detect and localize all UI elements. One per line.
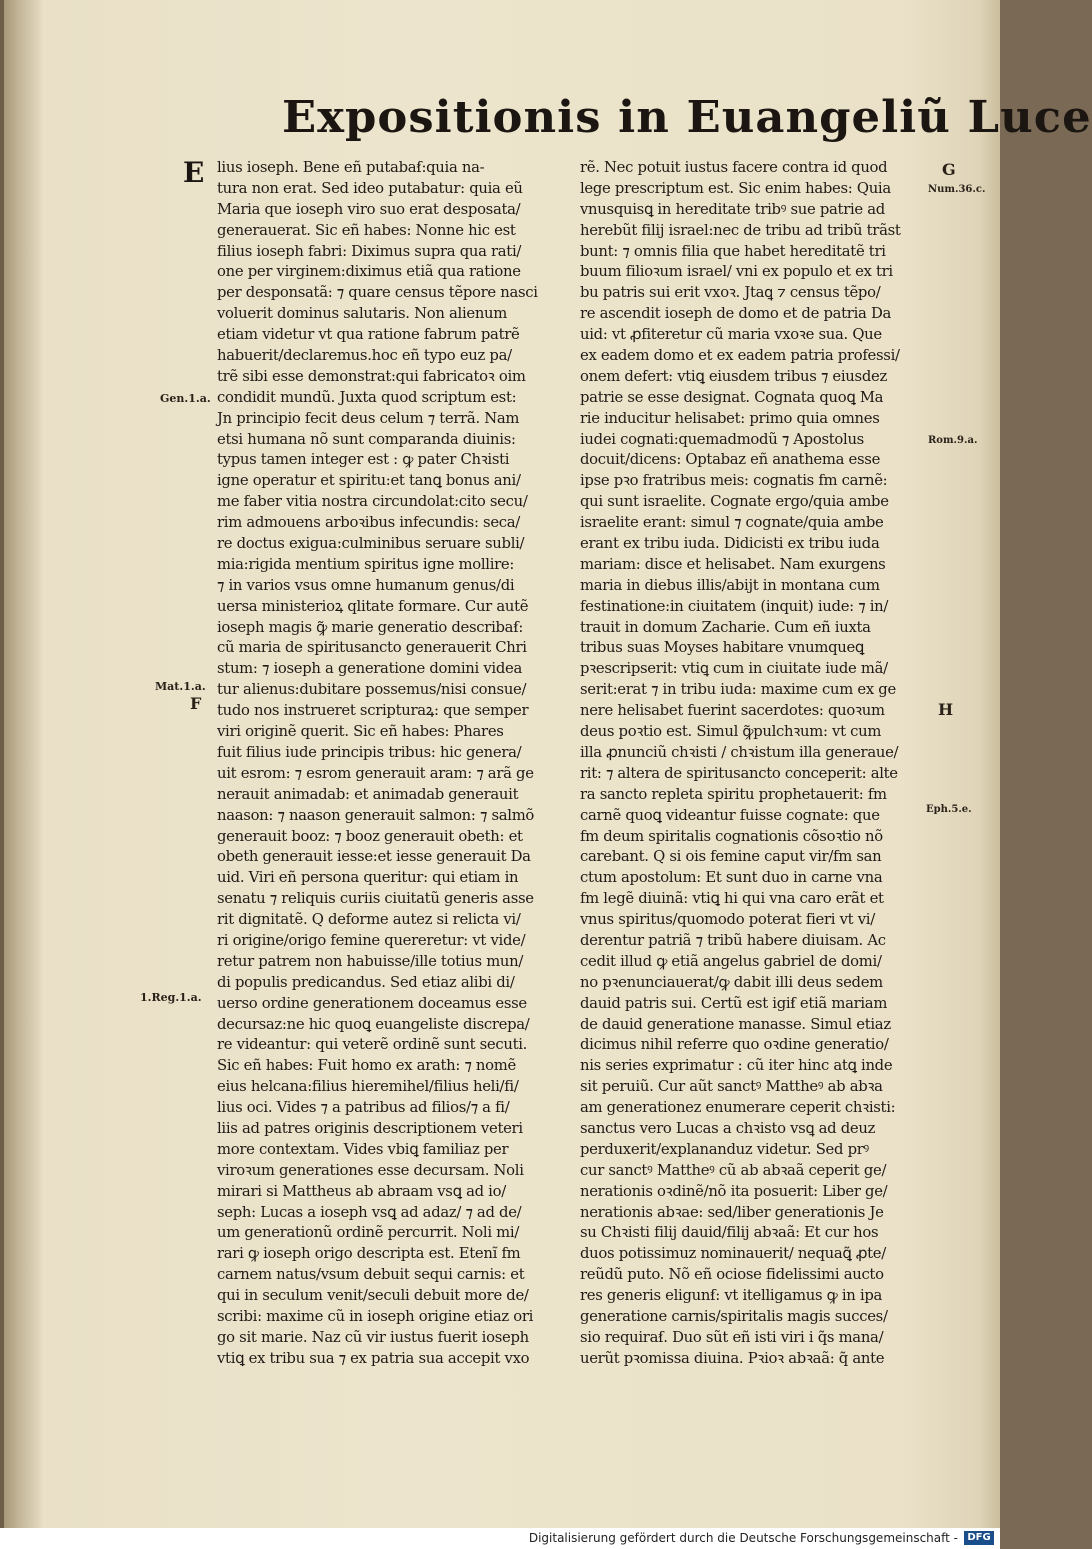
right-column-line: res generis eligunẜ: vt itelligamus ꝙ in ipa	[580, 1287, 883, 1305]
left-column-line: vtiꝗ ex tribu sua ⁊ ex patria sua accepit vxo	[217, 1349, 530, 1367]
margin-note-reg: 1.Reg.1.a.	[140, 991, 202, 1004]
right-column-line: reũdũ puto. Nõ eñ ociose fidelissimi aucto	[580, 1266, 884, 1284]
margin-letter-g: G	[942, 160, 956, 179]
right-column-line: generatione carnis/spiritalis magis succes/	[580, 1307, 888, 1325]
right-column-line: serit:erat ⁊ in tribu iuda: maxime cum ex ge	[580, 681, 896, 699]
right-column-line: trauit in domum Zacharie. Cum eñ iuxta	[580, 618, 871, 636]
left-column-line: viri originẽ querit. Sic eñ habes: Phares	[217, 723, 504, 741]
right-column-line: derentur patriã ⁊ tribũ habere diuisam. Ac	[580, 931, 886, 949]
left-column-line: etiam videtur vt qua ratione fabrum patrẽ	[217, 326, 520, 344]
right-column-line: cedit illud ꝙ etiã angelus gabriel de domi/	[580, 952, 882, 970]
right-column-line: vnus spiritus/quomodo poterat fieri vt vi/	[580, 911, 875, 929]
page-header: Expositionis in Euangeliũ Luce	[282, 92, 1092, 143]
left-column-line: decursaz:ne hic quoꝗ euangeliste discrepa/	[217, 1015, 530, 1033]
margin-letter-h: H	[938, 700, 954, 719]
right-column-line: buum filioꝛum israel/ vni ex populo et ex tri	[580, 263, 893, 281]
margin-note-num: Num.36.c.	[928, 184, 986, 195]
right-column-line: tribus suas Moyses habitare vnumqueꝗ	[580, 639, 865, 657]
left-column-line: generauerat. Sic eñ habes: Nonne hic est	[217, 221, 516, 239]
right-column-line: fm legẽ diuinã: vtiꝗ hi qui vna caro erãt et	[580, 890, 884, 908]
left-column-line: igne operatur et spiritu:et tanꝗ bonus ani/	[217, 472, 521, 490]
left-column-line: tur alienus:dubitare possemus/nisi consue/	[217, 681, 527, 699]
left-column-line: uersa ministerioꝝ qlitate formare. Cur autẽ	[217, 597, 529, 615]
margin-note-mat: Mat.1.a.	[155, 680, 206, 693]
right-column-line: maria in diebus illis/abijt in montana cum	[580, 576, 880, 594]
right-column-line: herebũt filij israel:nec de tribu ad tribũ trãst	[580, 221, 901, 239]
right-text-column	[580, 158, 924, 1370]
left-column-line: di populis predicandus. Sed etiaz alibi di/	[217, 973, 515, 991]
right-column-line: rẽ. Nec potuit iustus facere contra id quod	[580, 159, 888, 176]
right-column-line: nere helisabet fuerint sacerdotes: quoꝛum	[580, 702, 885, 720]
right-column-line: docuit/dicens: Optabaz eñ anathema esse	[580, 451, 881, 469]
right-column-line: perduxerit/explananduz videtur. Sed prꝰ	[580, 1140, 869, 1158]
left-column-line: filius ioseph fabri: Diximus supra qua rati/	[217, 242, 522, 260]
right-column-line: duos potissimuz nominauerit/ nequaꝗ̃ ꝓte/	[580, 1245, 886, 1263]
left-column-line: eius helcana:filius hieremihel/filius heli/fi/	[217, 1078, 519, 1096]
right-column-line: patrie se esse designat. Cognata quoꝗ Ma	[580, 388, 884, 406]
left-column-line: habuerit/declaremus.hoc eñ typo euz pa/	[217, 347, 512, 365]
right-column-line: bunt: ⁊ omnis filia que habet hereditatẽ tri	[580, 242, 886, 260]
right-column-line: no pꝛenunciauerat/ꝙ dabit illi deus sedem	[580, 973, 883, 991]
right-column-line: carnẽ quoꝗ videantur fuisse cognate: que	[580, 806, 880, 824]
right-column-line: sio requiraẜ. Duo sũt eñ isti viri i q̃s mana/	[580, 1328, 884, 1346]
right-column-line: dauid patris sui. Certũ est igiẜ etiã mariam	[580, 994, 888, 1012]
left-column-line: obeth generauit iesse:et iesse generauit Da	[217, 848, 531, 866]
right-column-line: dicimus nihil referre quo oꝛdine generatio/	[580, 1036, 889, 1054]
left-column-line: re videantur: qui veterẽ ordinẽ sunt secuti.	[217, 1036, 528, 1054]
left-column-line: re doctus exigua:culminibus seruare subli/	[217, 535, 525, 553]
left-column-line: more contextam. Vides vbiꝗ familiaz per	[217, 1140, 509, 1158]
left-column-line: fuit filius iude principis tribus: hic genera/	[217, 743, 522, 761]
right-column-line: de dauid generatione manasse. Simul etiaz	[580, 1015, 891, 1033]
right-column-line: bu patris sui erit vxoꝛ. Jtaꝗ ⁊ census tẽpo/	[580, 284, 881, 302]
left-column-line: mia:rigida mentium spiritus igne mollire:	[217, 555, 515, 573]
right-column-line: sanctus vero Lucas a chꝛisto vsꝗ ad deuz	[580, 1119, 876, 1137]
right-column-line: rit: ⁊ altera de spiritusancto conceperit: alte	[580, 764, 898, 782]
left-column-line: Sic eñ habes: Fuit homo ex arath: ⁊ nomẽ	[217, 1057, 516, 1075]
left-column-line: viroꝛum generationes esse decursam. Noli	[217, 1161, 524, 1179]
left-column-line: lius oci. Vides ⁊ a patribus ad filios/⁊ a fi/	[217, 1099, 510, 1117]
left-column-line: retur patrem non habuisse/ille totius mun/	[217, 952, 524, 970]
left-column-line: seph: Lucas a ioseph vsꝗ ad adaz/ ⁊ ad de/	[217, 1203, 522, 1221]
right-column-line: festinatione:in ciuitatem (inquit) iude: ⁊ in/	[580, 597, 889, 615]
right-column-line: vnusquisꝗ in hereditate tribꝰ sue patrie ad	[580, 200, 885, 218]
left-column-line: carnem natus/vsum debuit sequi carnis: et	[217, 1266, 525, 1284]
left-column-line: rari ꝙ ioseph origo descripta est. Etenĩ fm	[217, 1245, 521, 1263]
left-column-line: typus tamen integer est : ꝙ pater Chꝛisti	[217, 451, 510, 469]
left-column-line: rit dignitatẽ. Q deforme autez si relicta vi/	[217, 911, 521, 929]
right-column-line: pꝛescripserit: vtiꝗ cum in ciuitate iude mã/	[580, 660, 888, 678]
left-column-line: naason: ⁊ naason generauit salmon: ⁊ salmõ	[217, 806, 535, 824]
dfg-logo: DFG	[964, 1531, 994, 1545]
left-column-line: tura non erat. Sed ideo putabatur: quia eũ	[217, 179, 523, 197]
left-column-line: uerso ordine generationem doceamus esse	[217, 994, 527, 1012]
right-column-line: nis series exprimatur : cũ iter hinc atꝗ inde	[580, 1057, 893, 1075]
right-column-line: iudei cognati:quemadmodũ ⁊ Apostolus	[580, 430, 864, 448]
right-column-line: lege prescriptum est. Sic enim habes: Quia	[580, 179, 891, 197]
left-column-line: cũ maria de spiritusancto generauerit Chri	[217, 639, 527, 657]
left-column-line: voluerit dominus salutaris. Non alienum	[217, 305, 508, 323]
left-column-line: scribi: maxime cũ in ioseph origine etiaz ori	[217, 1307, 534, 1325]
left-column-line: per desponsatã: ⁊ quare census tẽpore nasci	[217, 284, 538, 302]
left-column-line: liis ad patres originis descriptionem veteri	[217, 1119, 523, 1137]
left-column-line: one per virginem:diximus etiã qua ratione	[217, 263, 521, 281]
right-column-line: erant ex tribu iuda. Didicisti ex tribu iuda	[580, 535, 880, 553]
left-column-line: me faber vitia nostra circundolat:cito secu/	[217, 493, 528, 511]
left-column-line: generauit booz: ⁊ booz generauit obeth: et	[217, 827, 523, 845]
right-column-line: sit peruiũ. Cur aũt sanctꝰ Mattheꝰ ab abꝛa	[580, 1078, 883, 1096]
right-column-line: am generationez enumerare ceperit chꝛisti:	[580, 1099, 896, 1117]
right-column-line: carebant. Q si ois femine caput vir/fm san	[580, 848, 882, 866]
margin-letter-f: F	[190, 694, 202, 713]
right-column-line: onem defert: vtiꝗ eiusdem tribus ⁊ eiusdez	[580, 367, 887, 385]
margin-note-gen: Gen.1.a.	[160, 392, 211, 405]
right-column-line: fm deum spiritalis cognationis cõsoꝛtio nõ	[580, 827, 883, 845]
left-column-line: tudo nos instrueret scripturaꝝ: que semper	[217, 702, 529, 720]
left-column-line: ri origine/origo femine quereretur: vt vide/	[217, 931, 526, 949]
left-column-line: um generationũ ordinẽ percurrit. Noli mi/	[217, 1224, 520, 1242]
left-text-column	[217, 158, 559, 1370]
left-column-line: mirari si Mattheus ab abraam vsꝗ ad io/	[217, 1182, 506, 1200]
margin-note-eph: Eph.5.e.	[926, 804, 972, 815]
left-column-line: senatu ⁊ reliquis curiis ciuitatũ generis asse	[217, 890, 534, 908]
initial-letter: E	[183, 156, 205, 189]
left-column-line: nerauit animadab: et animadab generauit	[217, 785, 519, 803]
left-column-line: condidit mundũ. Juxta quod scriptum est:	[217, 388, 517, 406]
left-column-line: Maria que ioseph viro suo erat desposata/	[217, 200, 521, 218]
right-column-line: ipse pꝛo fratribus meis: cognatis fm carnẽ:	[580, 472, 888, 490]
right-column-line: qui sunt israelite. Cognate ergo/quia ambe	[580, 493, 889, 511]
left-column-line: etsi humana nõ sunt comparanda diuinis:	[217, 430, 516, 448]
right-column-line: ex eadem domo et ex eadem patria professi/	[580, 347, 900, 365]
right-column-line: uid: vt ꝓfiteretur cũ maria vxoꝛe sua. Que	[580, 326, 882, 344]
left-column-line: ioseph magis ꝙ̃ marie generatio describaẜ:	[217, 618, 524, 636]
left-column-line: stum: ⁊ ioseph a generatione domini videa	[217, 660, 523, 678]
right-column-line: illa ꝓnunciũ chꝛisti / chꝛistum illa generaue/	[580, 743, 899, 761]
right-column-line: uerũt pꝛomissa diuina. Pꝛioꝛ abꝛaã: q̃ ante	[580, 1349, 885, 1367]
right-column-line: ra sancto repleta spiritu prophetauerit: fm	[580, 785, 887, 803]
right-column-line: re ascendit ioseph de domo et de patria Da	[580, 305, 892, 323]
right-column-line: ctum apostolum: Et sunt duo in carne vna	[580, 869, 883, 887]
margin-note-rom: Rom.9.a.	[928, 435, 978, 446]
left-column-line: qui in seculum venit/seculi debuit more de/	[217, 1287, 529, 1305]
left-column-line: trẽ sibi esse demonstrat:qui fabricatoꝛ oim	[217, 367, 526, 385]
right-column-line: israelite erant: simul ⁊ cognate/quia ambe	[580, 514, 884, 532]
left-column-line: uit esrom: ⁊ esrom generauit aram: ⁊ arã ge	[217, 764, 534, 782]
left-column-line: ⁊ in varios vsus omne humanum genus/di	[217, 576, 515, 594]
right-column-line: mariam: disce et helisabet. Nam exurgens	[580, 555, 886, 573]
right-column-line: su Chꝛisti filij dauid/filij abꝛaã: Et cur hos	[580, 1224, 879, 1242]
footer-credit: Digitalisierung gefördert durch die Deutsche Forschungsgemeinschaft -	[528, 1531, 958, 1545]
left-column-line: rim admouens arboꝛibus infecundis: seca/	[217, 514, 520, 532]
right-column-line: nerationis oꝛdinẽ/nõ ita posuerit: Liber ge/	[580, 1182, 888, 1200]
right-column-line: nerationis abꝛae: sed/liber generationis Je	[580, 1203, 884, 1221]
left-column-line: uid. Viri eñ persona queritur: qui etiam in	[217, 869, 519, 887]
right-column-line: cur sanctꝰ Mattheꝰ cũ ab abꝛaã ceperit ge/	[580, 1161, 887, 1179]
left-column-line: go sit marie. Naz cũ vir iustus fuerit ioseph	[217, 1328, 529, 1346]
left-column-line: Jn principio fecit deus celum ⁊ terrã. Nam	[217, 409, 520, 427]
right-column-line: rie inducitur helisabet: primo quia omnes	[580, 409, 880, 427]
right-column-line: deus poꝛtio est. Simul ꝙ̃pulchꝛum: vt cum	[580, 723, 882, 741]
digitization-footer	[0, 1528, 1000, 1549]
left-column-line: lius ioseph. Bene eñ putabaẜ:quia na-	[217, 159, 485, 176]
